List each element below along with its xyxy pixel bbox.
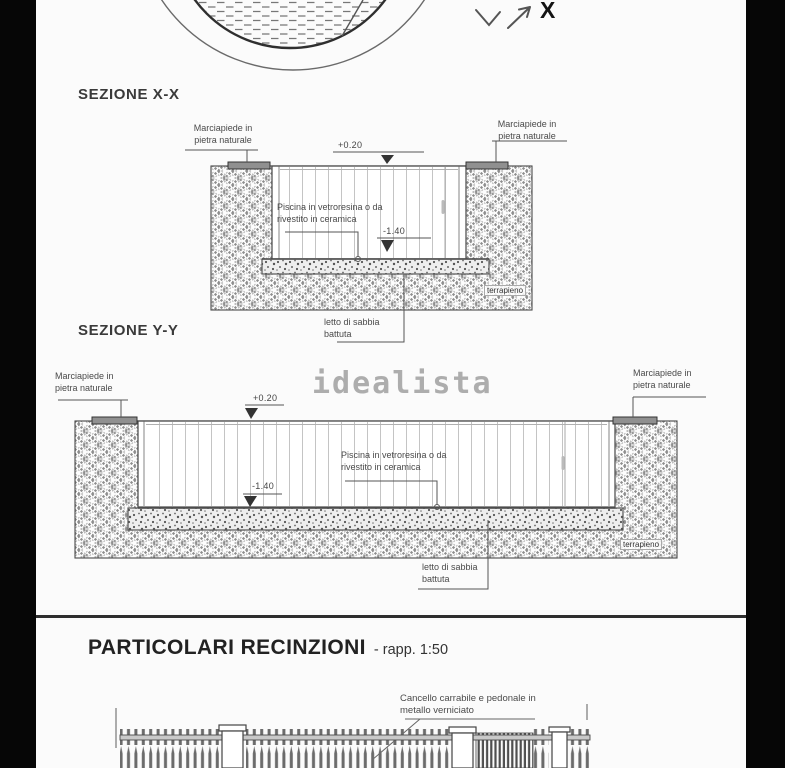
section-yy-title: SEZIONE Y-Y xyxy=(78,322,179,339)
yy-sidewalk-left-label: Marciapiede in pietra naturale xyxy=(55,371,114,393)
yy-embankment-label: terrapieno xyxy=(620,539,662,550)
fencing-title-row xyxy=(88,636,448,660)
yy-elev-top-value: +0.20 xyxy=(253,393,278,403)
yy-sidewalk-slab-right xyxy=(613,417,657,424)
yy-pool-label: Piscina in vetroresina o da rivestito in ceramica xyxy=(341,450,447,472)
yy-sidewalk-right-label: Marciapiede in pietra naturale xyxy=(633,368,692,390)
xx-sidewalk-right-label: Marciapiede in pietra naturale xyxy=(497,119,557,141)
letterbox-right xyxy=(746,0,785,768)
drawing-sheet xyxy=(36,0,746,768)
xx-elev-bottom-value: -1.40 xyxy=(383,226,406,236)
fence-pillar xyxy=(219,725,246,768)
xx-sidewalk-left-leader xyxy=(185,150,258,162)
xx-elev-top-value: +0.20 xyxy=(338,140,363,150)
xx-sidewalk-slab-left xyxy=(228,162,270,169)
section-xx-title: SEZIONE X-X xyxy=(78,86,180,103)
yy-sidewalk-right-leader xyxy=(633,397,706,417)
xx-elev-top-triangle-icon xyxy=(381,155,394,164)
yy-elev-top-triangle-icon xyxy=(245,408,258,419)
xx-pool-label: Piscina in vetroresina o da rivestito in ceramica xyxy=(277,202,383,224)
xx-embankment-label: terrapieno xyxy=(484,285,526,296)
fencing-title: PARTICOLARI RECINZIONI xyxy=(88,636,366,659)
yy-sand-bed xyxy=(128,508,623,530)
letterbox-left xyxy=(0,0,36,768)
yy-sandbed-label: letto di sabbia battuta xyxy=(422,562,478,584)
section-direction-arrows-icon xyxy=(472,2,536,32)
yy-dimension-text-smudge xyxy=(562,456,565,470)
fencing-scale-note: - rapp. 1:50 xyxy=(373,642,449,658)
yy-sidewalk-slab-left xyxy=(92,417,137,424)
xx-sidewalk-right-leader xyxy=(492,141,567,162)
idealista-watermark: idealista xyxy=(312,366,493,401)
yy-sidewalk-left-leader xyxy=(58,400,128,417)
pool-plan-view xyxy=(36,0,746,78)
xx-sand-bed xyxy=(262,259,489,274)
fence-gate-label: Cancello carrabile e pedonale in metallo verniciato xyxy=(400,693,536,716)
section-yy-drawing xyxy=(36,368,746,600)
pool-plan-water-circle xyxy=(172,0,408,48)
fence-drawing xyxy=(36,685,746,768)
fence-pillar xyxy=(549,727,570,768)
section-direction-label: X xyxy=(540,0,556,23)
fence-pillar xyxy=(449,727,476,768)
yy-elev-bottom-value: -1.40 xyxy=(252,481,275,491)
xx-sidewalk-slab-right xyxy=(466,162,508,169)
xx-dimension-text-smudge xyxy=(442,200,445,214)
fence-top-rail xyxy=(120,735,590,740)
sheet-divider-line xyxy=(36,615,746,618)
xx-sandbed-label: letto di sabbia battuta xyxy=(324,317,380,339)
xx-sidewalk-left-label: Marciapiede in pietra naturale xyxy=(193,123,253,145)
